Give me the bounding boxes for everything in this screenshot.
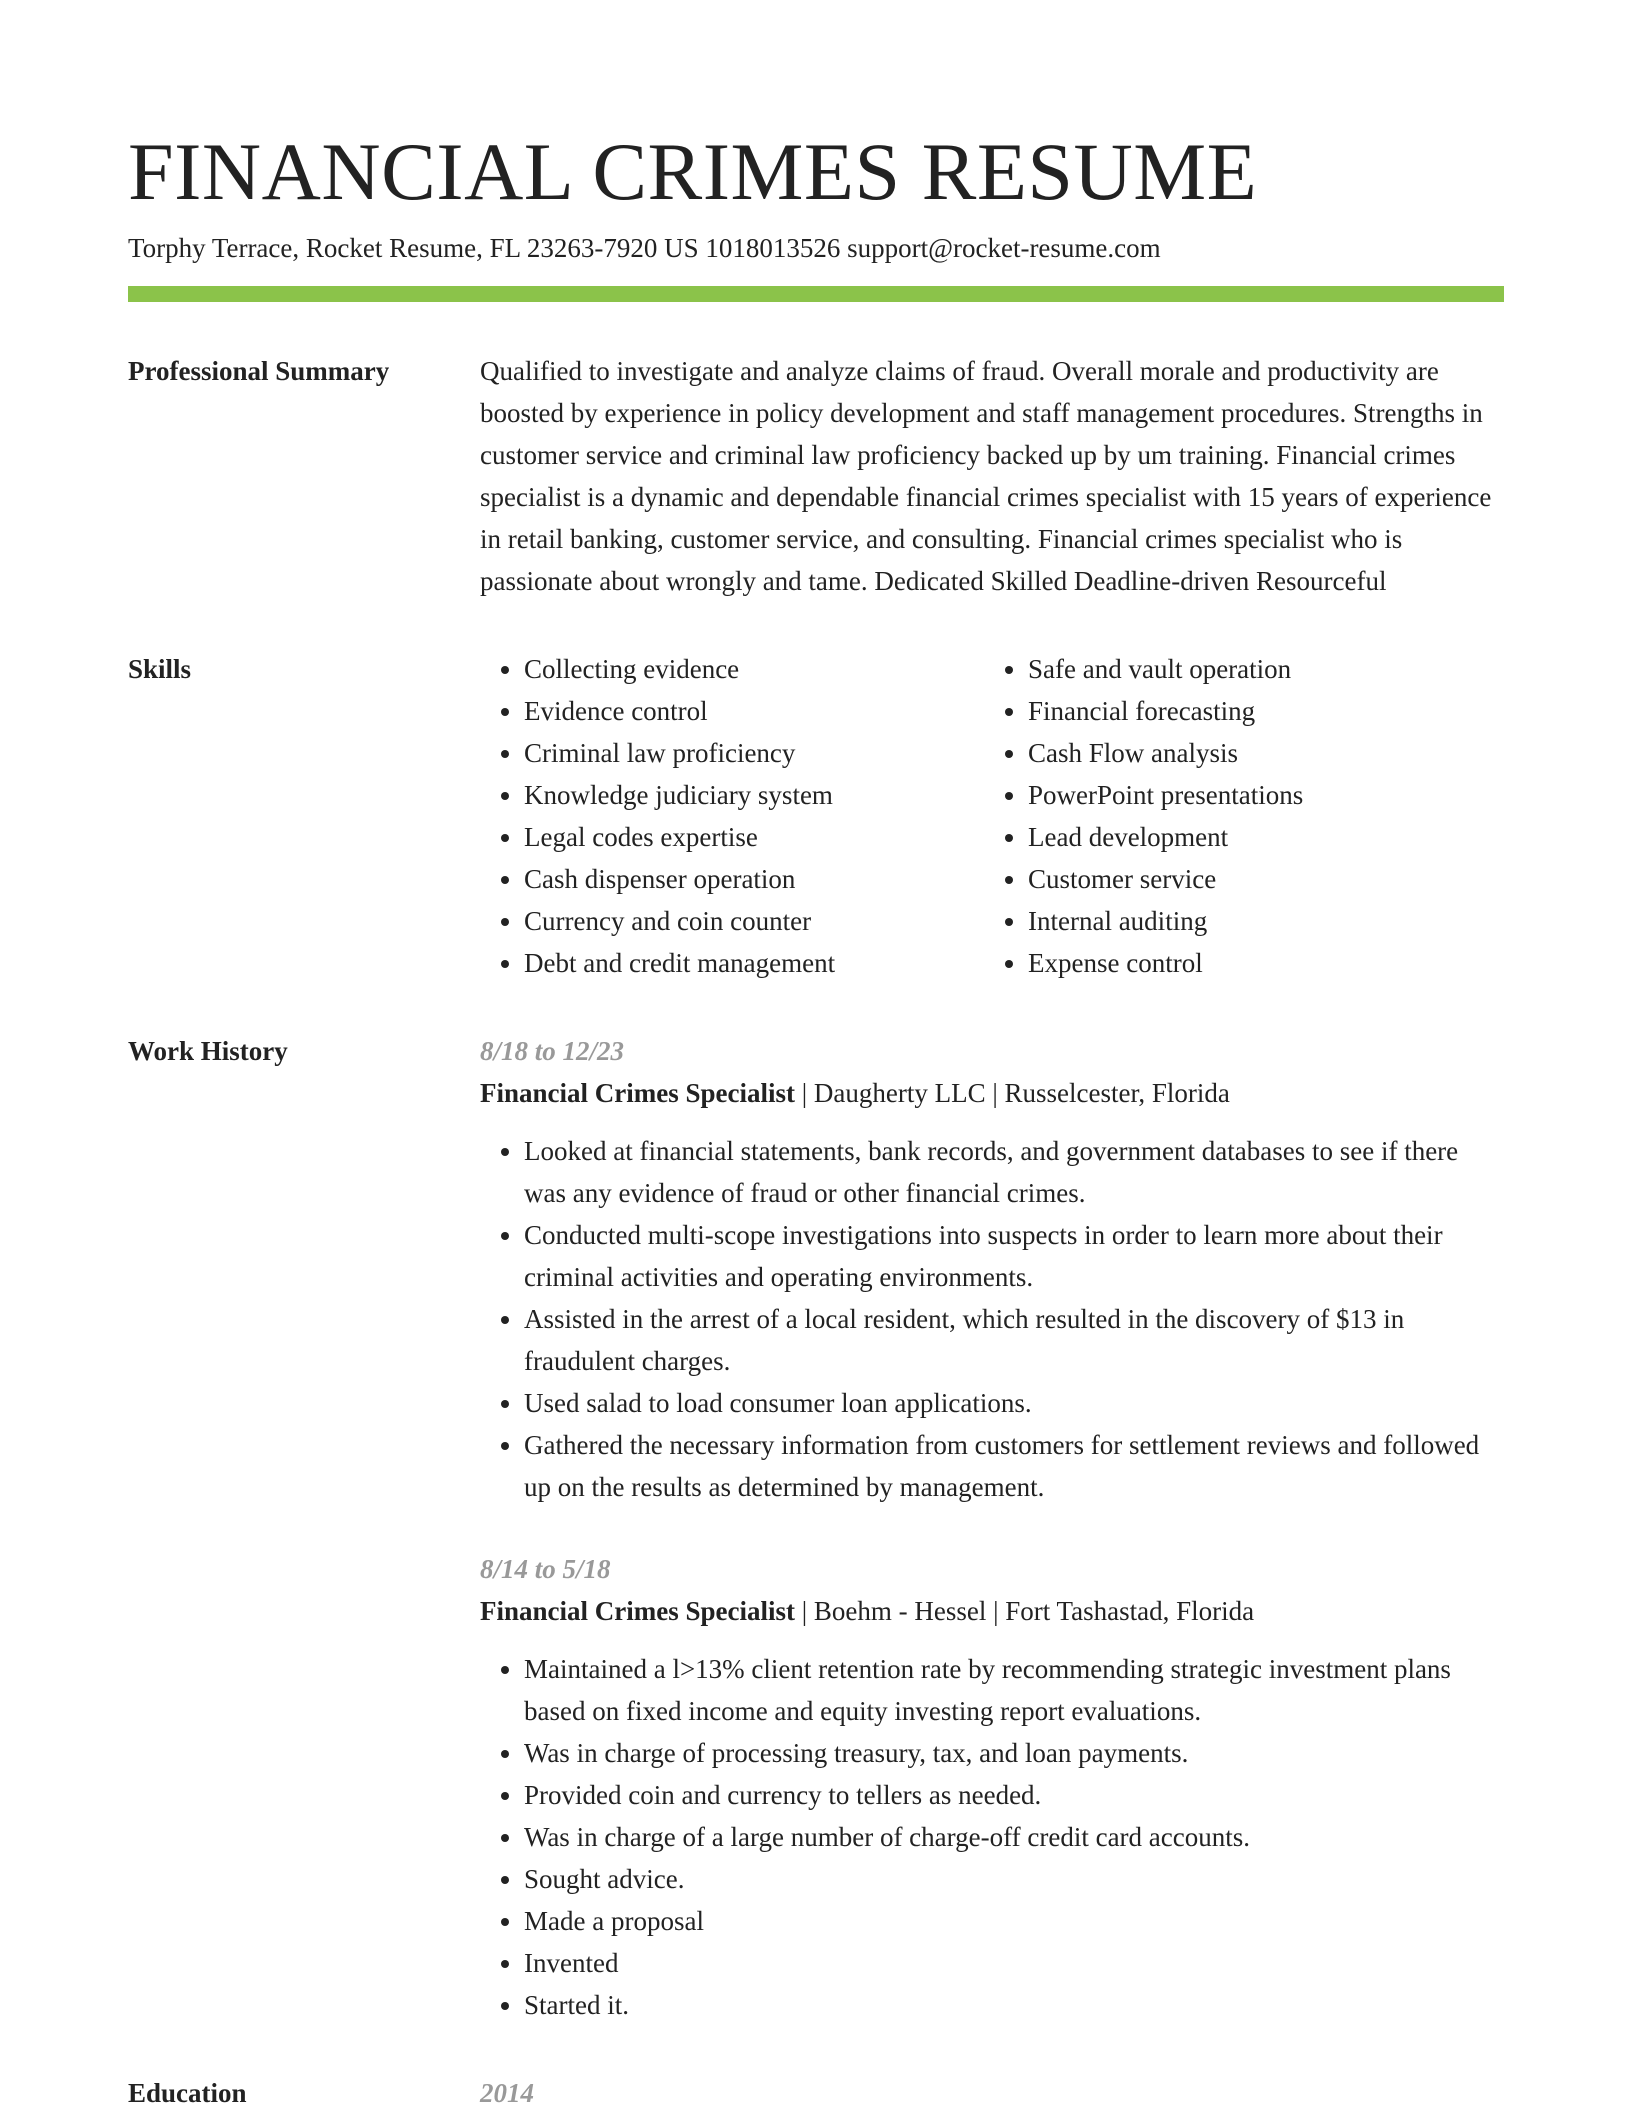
job-duty: • Looked at financial statements, bank records, and government databases to see if there was any evidence of fraud or other financial crimes. — [524, 1130, 1504, 1214]
job-dates: 8/18 to 12/23 — [480, 1036, 625, 1066]
job-duty: • Sought advice. — [524, 1858, 1504, 1900]
job-dates: 8/14 to 5/18 — [480, 1554, 611, 1584]
skills-list-left — [480, 648, 984, 984]
skill-item: • Criminal law proficiency — [524, 732, 984, 774]
skill-item: • Collecting evidence — [524, 648, 984, 690]
resume-page — [128, 122, 1504, 2114]
contact-address: Torphy Terrace, Rocket Resume, FL 23263-7920 US — [128, 233, 699, 263]
summary-section — [128, 350, 1504, 602]
job-role-line — [480, 1072, 1504, 1114]
accent-divider — [128, 286, 1504, 302]
job-entry — [480, 1548, 1504, 2026]
job-duty: • Was in charge of a large number of charge-off credit card accounts. — [524, 1816, 1504, 1858]
skill-item: • Debt and credit management — [524, 942, 984, 984]
job-duty: • Conducted multi-scope investigations into suspects in order to learn more about their criminal activities and operating environments. — [524, 1214, 1504, 1298]
skill-item: • Currency and coin counter — [524, 900, 984, 942]
summary-body — [480, 350, 1504, 602]
skill-item: • Cash dispenser operation — [524, 858, 984, 900]
work-history-body — [480, 1030, 1504, 2026]
job-entry — [480, 1030, 1504, 1508]
skills-heading: Skills — [128, 654, 192, 684]
skill-item: • Expense control — [1028, 942, 1548, 984]
skill-item: • Lead development — [1028, 816, 1548, 858]
skill-item: • Financial forecasting — [1028, 690, 1548, 732]
skill-item: • Evidence control — [524, 690, 984, 732]
job-duty: • Maintained a l>13% client retention rate by recommending strategic investment plans based on fixed income and equity investing report evaluations. — [524, 1648, 1504, 1732]
job-duty: • Gathered the necessary information from customers for settlement reviews and followed up on the results as determined by management. — [524, 1424, 1504, 1508]
skill-item: • Customer service — [1028, 858, 1548, 900]
work-history-heading: Work History — [128, 1036, 288, 1066]
skill-item: • Cash Flow analysis — [1028, 732, 1548, 774]
skill-item: • PowerPoint presentations — [1028, 774, 1548, 816]
job-title: Financial Crimes Specialist — [480, 1078, 795, 1108]
summary-heading: Professional Summary — [128, 356, 390, 386]
work-history-section — [128, 1030, 1504, 2026]
skill-item: • Safe and vault operation — [1028, 648, 1548, 690]
job-duties — [480, 1130, 1504, 1508]
resume-title: FINANCIAL CRIMES RESUME — [128, 126, 1258, 217]
education-section — [128, 2072, 1504, 2114]
job-duties — [480, 1648, 1504, 2026]
contact-email: support@rocket-resume.com — [847, 233, 1161, 263]
education-body — [480, 2072, 1504, 2114]
skills-body — [480, 648, 1548, 984]
job-duty: • Assisted in the arrest of a local resident, which resulted in the discovery of $13 in fraudulent charges. — [524, 1298, 1504, 1382]
skill-item: • Internal auditing — [1028, 900, 1548, 942]
education-year: 2014 — [480, 2078, 534, 2108]
job-duty: • Started it. — [524, 1984, 1504, 2026]
summary-text: Qualified to investigate and analyze claims of fraud. Overall morale and productivity are boosted by experience in policy development and staff management procedures. Strengths in customer service and criminal law proficiency backed up by um training. Financial crimes specialist is a dynamic and dependable financial crimes specialist with 15 years of experience in retail banking, customer service, and consulting. Financial crimes specialist who is passionate about wrongly and tame. Dedicated Skilled Deadline-driven Resourceful — [480, 356, 1492, 596]
education-heading: Education — [128, 2078, 247, 2108]
skill-item: • Knowledge judiciary system — [524, 774, 984, 816]
job-duty: • Was in charge of processing treasury, tax, and loan payments. — [524, 1732, 1504, 1774]
contact-phone: 1018013526 — [705, 233, 841, 263]
skill-item: • Legal codes expertise — [524, 816, 984, 858]
job-role-line — [480, 1590, 1504, 1632]
job-duty: • Made a proposal — [524, 1900, 1504, 1942]
job-duty: • Invented — [524, 1942, 1504, 1984]
skills-section — [128, 648, 1504, 984]
skills-list-right — [984, 648, 1548, 984]
job-title: Financial Crimes Specialist — [480, 1596, 795, 1626]
job-duty: • Provided coin and currency to tellers as needed. — [524, 1774, 1504, 1816]
job-duty: • Used salad to load consumer loan applications. — [524, 1382, 1504, 1424]
job-employer: | Daugherty LLC | Russelcester, Florida — [794, 1078, 1230, 1108]
job-employer: | Boehm - Hessel | Fort Tashastad, Florida — [794, 1596, 1255, 1626]
contact-line — [128, 230, 1504, 266]
